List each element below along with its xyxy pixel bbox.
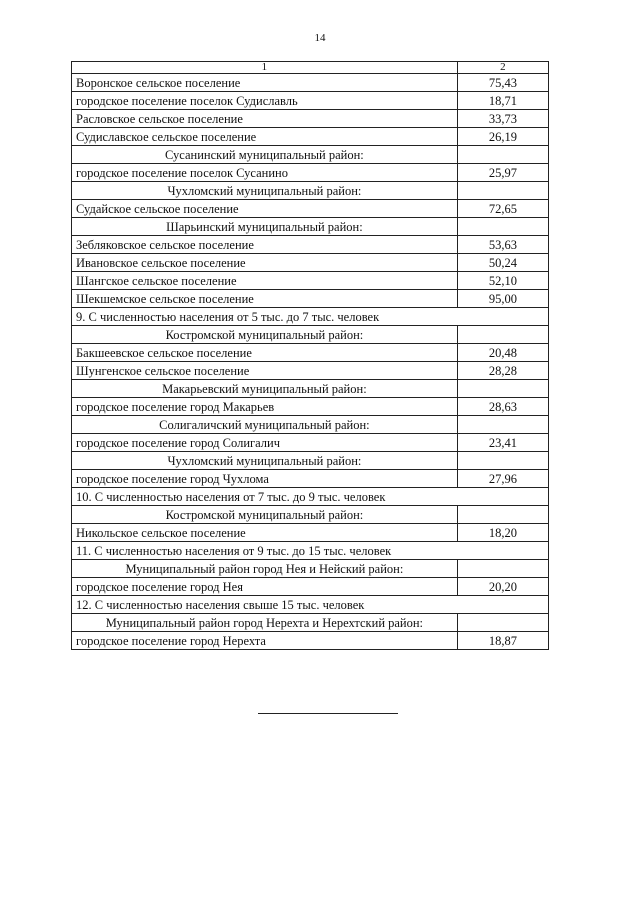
table-row	[72, 344, 549, 362]
settlement-value: 20,48	[457, 344, 548, 362]
settlement-name: Ивановское сельское поселение	[72, 254, 458, 272]
group-heading: 10. С численностью населения от 7 тыс. до 9 тыс. человек	[72, 488, 549, 506]
district-row	[72, 614, 549, 632]
district-heading: Шарьинский муниципальный район:	[72, 218, 458, 236]
settlement-name: городское поселение город Нея	[72, 578, 458, 596]
table-row	[72, 236, 549, 254]
district-row	[72, 218, 549, 236]
settlement-value: 52,10	[457, 272, 548, 290]
settlement-value: 20,20	[457, 578, 548, 596]
district-heading: Солигаличский муниципальный район:	[72, 416, 458, 434]
table-row	[72, 362, 549, 380]
settlement-value: 18,71	[457, 92, 548, 110]
settlement-value: 25,97	[457, 164, 548, 182]
settlement-name: Расловское сельское поселение	[72, 110, 458, 128]
settlement-value: 75,43	[457, 74, 548, 92]
group-row	[72, 596, 549, 614]
table-row	[72, 290, 549, 308]
settlement-value: 18,20	[457, 524, 548, 542]
empty-cell	[457, 614, 548, 632]
settlement-value: 33,73	[457, 110, 548, 128]
district-heading: Костромской муниципальный район:	[72, 326, 458, 344]
settlement-name: Судайское сельское поселение	[72, 200, 458, 218]
district-heading: Чухломский муниципальный район:	[72, 452, 458, 470]
data-table	[71, 61, 549, 650]
table-row	[72, 524, 549, 542]
settlement-value: 26,19	[457, 128, 548, 146]
header-col-1: 1	[72, 62, 458, 74]
table-row	[72, 632, 549, 650]
table-row	[72, 74, 549, 92]
district-row	[72, 146, 549, 164]
settlement-name: Бакшеевское сельское поселение	[72, 344, 458, 362]
empty-cell	[457, 506, 548, 524]
empty-cell	[457, 416, 548, 434]
empty-cell	[457, 218, 548, 236]
district-row	[72, 182, 549, 200]
settlement-name: городское поселение город Солигалич	[72, 434, 458, 452]
group-heading: 12. С численностью населения свыше 15 тыс. человек	[72, 596, 549, 614]
district-heading: Муниципальный район город Нея и Нейский район:	[72, 560, 458, 578]
district-row	[72, 326, 549, 344]
table-row	[72, 128, 549, 146]
settlement-name: городское поселение город Макарьев	[72, 398, 458, 416]
district-row	[72, 452, 549, 470]
settlement-name: Зебляковское сельское поселение	[72, 236, 458, 254]
table-row	[72, 164, 549, 182]
district-row	[72, 416, 549, 434]
district-heading: Муниципальный район город Нерехта и Нерехтский район:	[72, 614, 458, 632]
empty-cell	[457, 452, 548, 470]
settlement-name: Шангское сельское поселение	[72, 272, 458, 290]
page-number: 14	[314, 32, 326, 44]
district-row	[72, 506, 549, 524]
district-heading: Сусанинский муниципальный район:	[72, 146, 458, 164]
settlement-name: городское поселение поселок Судиславль	[72, 92, 458, 110]
table-row	[72, 398, 549, 416]
settlement-name: городское поселение поселок Сусанино	[72, 164, 458, 182]
header-col-2: 2	[457, 62, 548, 74]
empty-cell	[457, 560, 548, 578]
settlement-value: 95,00	[457, 290, 548, 308]
group-heading: 11. С численностью населения от 9 тыс. до 15 тыс. человек	[72, 542, 549, 560]
group-heading: 9. С численностью населения от 5 тыс. до 7 тыс. человек	[72, 308, 549, 326]
group-row	[72, 488, 549, 506]
settlement-value: 18,87	[457, 632, 548, 650]
empty-cell	[457, 146, 548, 164]
table-row	[72, 578, 549, 596]
settlement-value: 50,24	[457, 254, 548, 272]
table-row	[72, 272, 549, 290]
district-heading: Костромской муниципальный район:	[72, 506, 458, 524]
settlement-name: Судиславское сельское поселение	[72, 128, 458, 146]
group-row	[72, 542, 549, 560]
settlement-value: 28,63	[457, 398, 548, 416]
settlement-value: 23,41	[457, 434, 548, 452]
empty-cell	[457, 182, 548, 200]
settlement-name: Шекшемское сельское поселение	[72, 290, 458, 308]
end-rule	[258, 713, 398, 714]
settlement-value: 72,65	[457, 200, 548, 218]
district-row	[72, 380, 549, 398]
empty-cell	[457, 326, 548, 344]
settlement-value: 28,28	[457, 362, 548, 380]
group-row	[72, 308, 549, 326]
table-row	[72, 200, 549, 218]
table-row	[72, 254, 549, 272]
empty-cell	[457, 380, 548, 398]
district-heading: Чухломский муниципальный район:	[72, 182, 458, 200]
table-row	[72, 470, 549, 488]
settlement-value: 53,63	[457, 236, 548, 254]
settlement-name: Никольское сельское поселение	[72, 524, 458, 542]
settlement-name: Воронское сельское поселение	[72, 74, 458, 92]
table-row	[72, 92, 549, 110]
table-row	[72, 110, 549, 128]
settlement-value: 27,96	[457, 470, 548, 488]
settlement-name: городское поселение город Нерехта	[72, 632, 458, 650]
table-row	[72, 434, 549, 452]
district-heading: Макарьевский муниципальный район:	[72, 380, 458, 398]
table-header-row	[72, 62, 549, 74]
settlement-name: городское поселение город Чухлома	[72, 470, 458, 488]
district-row	[72, 560, 549, 578]
settlement-name: Шунгенское сельское поселение	[72, 362, 458, 380]
